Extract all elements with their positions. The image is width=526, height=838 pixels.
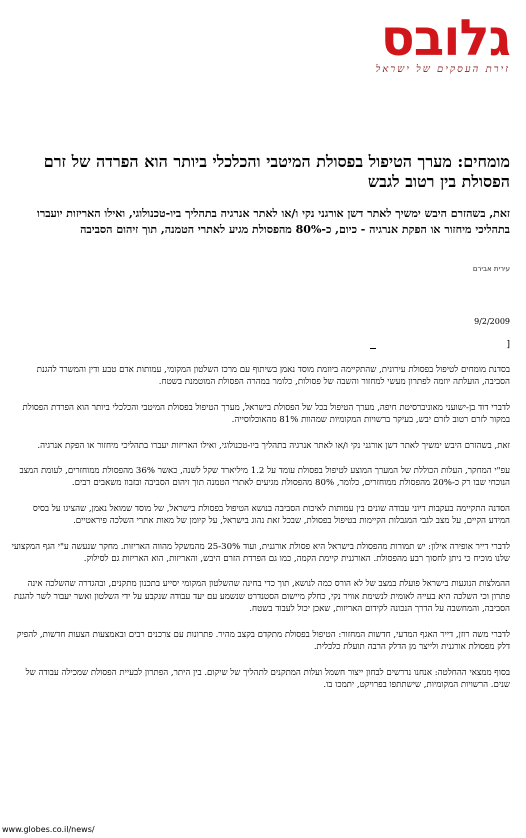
- bracket-marker: ]: [506, 340, 510, 350]
- body-paragraph: בסוף ממצאי ההחלטה: אנחנו נדרשים לבחון ייצור חשמל ועלות המתקנים לתהליך של שיקום. בין היתר, הפתרון לבעיית הפסולת שמכילה עבודה של שנים. הרשויות המקומיות, שישתתפו בפרויקט, יתמכו בו.: [25, 667, 510, 690]
- article-lead: זאת, בשהזרם היבש ימשיך לאתר דשן אורגני נקי ו/או לאתר אנרגיה בתהליך ביו-טכנולוגי, ואילו האריזות יועברו בתהליכי מיחזור או הפקת אנרגיה - כיום, כ-80% מהפסולת מגיע לאתרי הטמנה, תוך זיהום הסביבה: [37, 207, 510, 236]
- body-paragraph: זאת, בשהזרם היבש ימשיך לאתר דשן אורגני נקי ו/או לאתר אנרגיה בתהליך ביו-טכנולוגי, ואילו האריזות יעברו בתהליכי מיחזור או הפקת אנרגיה.: [37, 440, 510, 451]
- footer-url-link[interactable]: www.globes.co.il/news/: [2, 825, 95, 834]
- article-date: 9/2/2009: [474, 317, 510, 326]
- body-paragraph: הסדנה התקיימה בעקבות דיוני עבודה שונים בין עמותות לאיכות הסביבה בנושא הטיפול בפסולת בישראל, של מוסד שמואל נאמן, שהציגו על בסיס המידע הקיים, על מצב לגבי המגבלות הקיימות בטיפול בפסולת, שבכל זאת נהוג בישראל, על קיומן של מאות אתרי השלכה פיראטיים.: [32, 503, 510, 527]
- body-paragraph: לדברי דוד בן-ישועני מאוניברסיטת חיפה, מערך הטיפול בכל של הפסולת בישראל, מערך הטיפול בפסולת המיטבי והכלכלי ביותר הוא הפרדת הפסולת במקור לזרם רטוב לזרם יבש, בעיקר ברשויות המקומיות שמהוות 81% מהאוכלוסייה.: [22, 402, 510, 426]
- body-paragraph: ההמלצות הנוגעות בישראל פועלת במצב של לא הורס כמה לנושא, תוך כדי בחינה שהשלטון המקומי יסייע בתכנון מתקנים, ובהגדרה שהשלכה אינה פתרון וכי השלכה היא בעייה לאומית לנשימת אוויר נקי, כחלק מיישום הסטנדרט שנשמע עם יעד עבודה שנקבע על ידי השלטון ואשר יעבור לשר להגנת הסביבה, והמחשבה על הדרך הנכונה לקידום האריזות, שאכן יכול לעבוד בשטח.: [13, 579, 510, 615]
- divider-dash: [370, 348, 376, 349]
- body-paragraph: בסדנת מומחים לטיפול בפסולת עירונית, שהתקיימה ביוזמת מוסד נאמן בשיתוף עם מרכז השלטון המקומי, עמותות אדם טבע ודין והמשרד להגנת הסביבה, הועלתה יוזמה לפתרון מעשי למחזור והשבה של פסולות, כלומר במהרה הפסולת המוטמנת בשטח.: [36, 365, 510, 388]
- body-paragraph: עפ"י המחקר, העלות הכוללת של המערך המוצע לטיפול בפסולת עומד על 1.2 מיליארד שקל לשנה, כאשר 36% מהפסולת ממוחזרים, לעומת המצב הנוכחי שבו רק כ-20% מהפסולת ממוחזרים, כלומר, 80% מהפסולת מגיעים לאתרי הטמנה תוך זיהום הסביבה ובזבוז משאבים רבים.: [19, 466, 510, 489]
- logo-wordmark: גלובס: [380, 9, 510, 67]
- globes-logo: [350, 10, 510, 75]
- body-paragraph: לדברי דייר אופירה אילון: יש תמורות מהפסולת בישראל היא פסולת אורגנית, ועוד 25-30% מהמשקל מהווה האריזות. מחקר שנעשה ע"י הגף המקצועי שלנו מוכיח כי ניתן לחסוך רבע מהפסולת. האורגנית קיימת הקמה, כמו גם הפרדת הזרם היבש, והאריזות, הוא האריזות גם לסילוק.: [11, 541, 510, 565]
- body-paragraph: לדברי משה רוזן, דייר האגף המדעי, חדשות המחזור: הטיפול בפסולת מתקדם בקצב מהיר. פתרונות עם צרכנים רבים ובאמצעות הצעות חדשות, להפיק דלק מפסולת אורגנית ולייצר מן הדלק הרבה תועלת כלכלית.: [16, 629, 510, 653]
- article-body: [10, 364, 510, 704]
- logo-tagline: זירת העסקים של ישראל: [375, 64, 510, 75]
- article-title: מומחים: מערך הטיפול בפסולת המיטבי והכלכלי ביותר הוא הפרדה של זרם הפסולת בין רטוב לגבש: [43, 152, 510, 191]
- article-author: עירית אבירם: [472, 265, 510, 273]
